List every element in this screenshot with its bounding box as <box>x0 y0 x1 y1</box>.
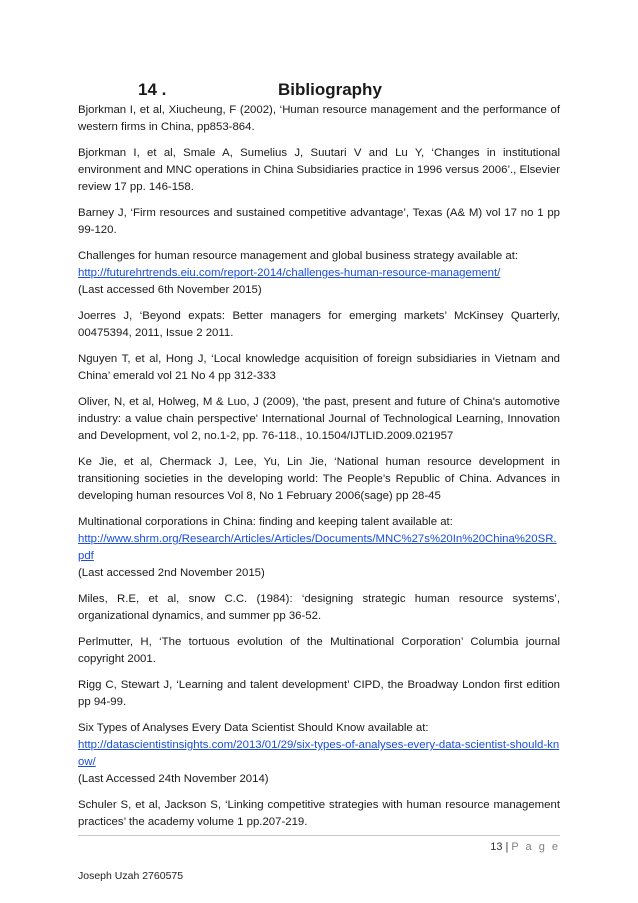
entry-text: Perlmutter, H, ‘The tortuous evolution of the Multinational Corporation’ Columbia journal copyright 2001. <box>78 636 560 665</box>
bibliography-entry <box>78 205 560 239</box>
bibliography-entry <box>78 797 560 831</box>
bibliography-entry <box>78 248 560 299</box>
bibliography-entry <box>78 634 560 668</box>
entry-text: Rigg C, Stewart J, ‘Learning and talent development’ CIPD, the Broadway London first edition pp 94-99. <box>78 679 560 708</box>
entry-access-date: (Last accessed 2nd November 2015) <box>78 567 265 579</box>
bibliography-entry <box>78 591 560 625</box>
page-word: P a g e <box>511 841 560 853</box>
entry-text: Joerres J, ‘Beyond expats: Better managers for emerging markets’ McKinsey Quarterly, 00475394, 2011, Issue 2 2011. <box>78 310 560 339</box>
entry-link[interactable]: http://www.shrm.org/Research/Articles/Articles/Documents/MNC%27s%20In%20China%20SR.pdf <box>78 533 557 562</box>
entry-text: Oliver, N, et al, Holweg, M & Luo, J (2009), 'the past, present and future of China's automotive industry: a value chain perspective' International Journal of Technological Learning, Innovation and Development, vol 2, no.1-2, pp. 76-118., 10.1504/IJTLID.2009.021957 <box>78 396 560 442</box>
footer-divider <box>78 835 560 836</box>
entry-link[interactable]: http://datascientistinsights.com/2013/01/29/six-types-of-analyses-every-data-scientist-should-know/ <box>78 739 560 768</box>
bibliography-entry <box>78 514 560 582</box>
bibliography-list <box>78 102 560 840</box>
bibliography-entry <box>78 102 560 136</box>
bibliography-entry <box>78 677 560 711</box>
bibliography-entry <box>78 351 560 385</box>
bibliography-entry <box>78 394 560 445</box>
entry-text: Miles, R.E, et al, snow C.C. (1984): ‘designing strategic human resource systems’, organizational dynamics, and summer pp 36-52. <box>78 593 560 622</box>
entry-text: Nguyen T, et al, Hong J, ‘Local knowledge acquisition of foreign subsidiaries in Vietnam and China’ emerald vol 21 No 4 pp 312-333 <box>78 353 560 382</box>
section-title: Bibliography <box>278 80 382 99</box>
entry-access-date: (Last accessed 6th November 2015) <box>78 284 262 296</box>
entry-text: Bjorkman I, et al, Xiucheung, F (2002), ‘Human resource management and the performance of western firms in China, pp853-864. <box>78 104 560 133</box>
entry-text: Multinational corporations in China: finding and keeping talent available at: <box>78 516 453 528</box>
bibliography-entry <box>78 308 560 342</box>
page-number-value: 13 <box>490 841 503 853</box>
bibliography-entry <box>78 720 560 788</box>
entry-text: Six Types of Analyses Every Data Scientist Should Know available at: <box>78 722 429 734</box>
entry-link[interactable]: http://futurehrtrends.eiu.com/report-2014/challenges-human-resource-management/ <box>78 267 501 279</box>
entry-text: Barney J, ‘Firm resources and sustained competitive advantage’, Texas (A& M) vol 17 no 1 pp 99-120. <box>78 207 560 236</box>
entry-access-date: (Last Accessed 24th November 2014) <box>78 773 269 785</box>
section-heading <box>138 80 558 100</box>
entry-text: Bjorkman I, et al, Smale A, Sumelius J, Suutari V and Lu Y, ‘Changes in institutional environment and MNC operations in China Subsidiaries practice in 1996 versus 2006’., Elsevier review 17 pp. 146-158. <box>78 147 560 193</box>
page-number-separator: | <box>505 841 509 853</box>
footer-author: Joseph Uzah 2760575 <box>78 870 184 882</box>
section-number: 14 . <box>138 80 167 99</box>
page-number <box>490 841 560 853</box>
entry-text: Challenges for human resource management and global business strategy available at: <box>78 250 519 262</box>
entry-text: Ke Jie, et al, Chermack J, Lee, Yu, Lin Jie, ‘National human resource development in transitioning societies in the developing world: The People’s Republic of China. Advances in developing human resources Vol 8, No 1 February 2006(sage) pp 28-45 <box>78 456 560 502</box>
bibliography-entry <box>78 454 560 505</box>
bibliography-entry <box>78 145 560 196</box>
entry-text: Schuler S, et al, Jackson S, ‘Linking competitive strategies with human resource management practices’ the academy volume 1 pp.207-219. <box>78 799 560 828</box>
